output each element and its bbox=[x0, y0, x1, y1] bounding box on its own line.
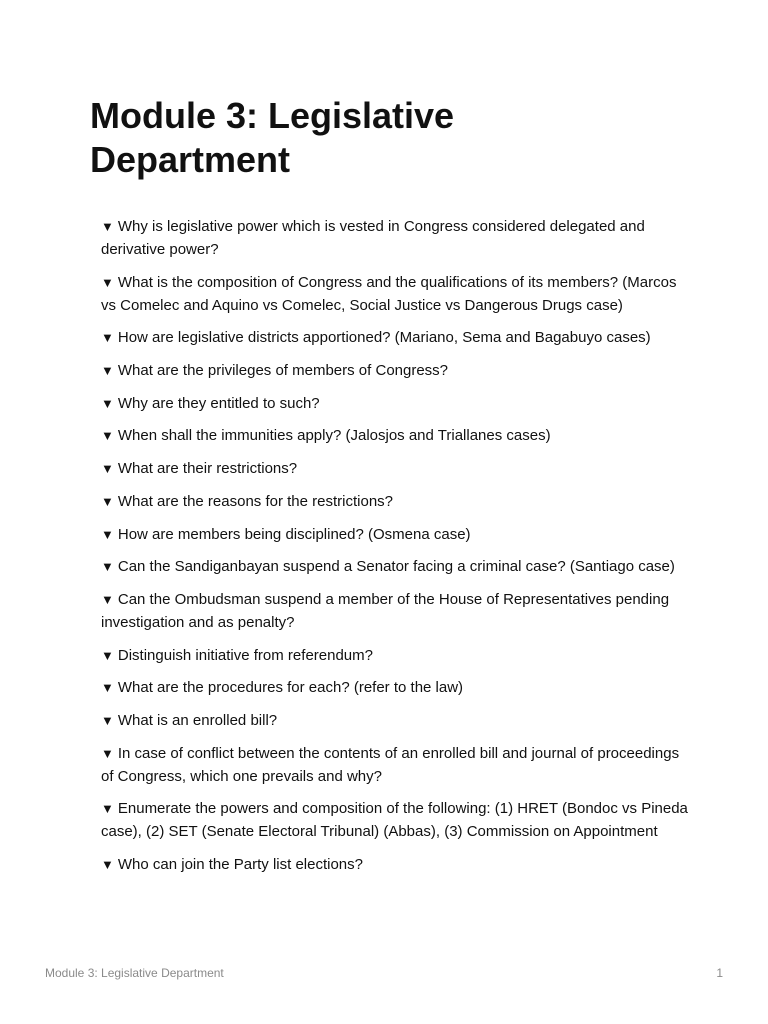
toggle-item[interactable] bbox=[101, 271, 691, 317]
toggle-item[interactable] bbox=[101, 709, 691, 732]
toggle-arrow-icon[interactable]: ▼ bbox=[101, 680, 114, 696]
toggle-item[interactable] bbox=[101, 588, 691, 634]
toggle-arrow-icon[interactable]: ▼ bbox=[101, 330, 114, 346]
toggle-arrow-icon[interactable]: ▼ bbox=[101, 219, 114, 234]
toggle-arrow-icon[interactable]: ▼ bbox=[101, 857, 114, 872]
toggle-arrow-icon[interactable]: ▼ bbox=[101, 428, 114, 444]
toggle-item-text: Distinguish initiative from referendum? bbox=[117, 646, 373, 664]
toggle-arrow-icon[interactable]: ▼ bbox=[101, 395, 114, 411]
toggle-arrow-icon[interactable]: ▼ bbox=[101, 274, 114, 290]
toggle-item-text: Why are they entitled to such? bbox=[117, 394, 320, 412]
toggle-item-text: What are the privileges of members of Congress? bbox=[117, 362, 449, 380]
toggle-item-text: Can the Ombudsman suspend a member of the House of Representatives pending investigation and as penalty? bbox=[101, 590, 670, 631]
toggle-arrow-icon[interactable]: ▼ bbox=[101, 461, 114, 477]
toggle-item-text: How are members being disciplined? (Osmena case) bbox=[117, 525, 471, 543]
toggle-arrow-icon[interactable]: ▼ bbox=[101, 493, 114, 509]
toggle-item-text: Why is legislative power which is vested in Congress considered delegated and derivative power? bbox=[101, 218, 645, 258]
page-title: Module 3: Legislative Department bbox=[90, 95, 455, 180]
toggle-item[interactable] bbox=[101, 644, 691, 667]
toggle-item-text: What is an enrolled bill? bbox=[117, 711, 278, 729]
toggle-item[interactable] bbox=[101, 326, 691, 349]
toggle-item-text: What are the reasons for the restrictions? bbox=[117, 492, 394, 510]
toggle-item-text: What are their restrictions? bbox=[117, 460, 298, 478]
toggle-arrow-icon[interactable]: ▼ bbox=[101, 712, 114, 728]
toggle-item[interactable] bbox=[101, 457, 691, 480]
toggle-item-text: Can the Sandiganbayan suspend a Senator facing a criminal case? (Santiago case) bbox=[117, 558, 675, 576]
page-number: 1 bbox=[716, 966, 723, 980]
toggle-item[interactable] bbox=[101, 490, 691, 513]
toggle-item[interactable] bbox=[101, 215, 691, 261]
toggle-item[interactable] bbox=[101, 523, 691, 546]
toggle-item[interactable] bbox=[101, 797, 691, 843]
toggle-arrow-icon[interactable]: ▼ bbox=[101, 559, 114, 575]
toggle-item[interactable] bbox=[101, 853, 691, 876]
toggle-arrow-icon[interactable]: ▼ bbox=[101, 647, 114, 663]
toggle-item[interactable] bbox=[101, 424, 691, 447]
toggle-arrow-icon[interactable]: ▼ bbox=[101, 591, 114, 607]
toggle-item[interactable] bbox=[101, 392, 691, 415]
toggle-item[interactable] bbox=[101, 742, 691, 788]
toggle-item-text: What is the composition of Congress and the qualifications of its members? (Marcos vs Comelec and Aquino vs Comelec, Social Justice vs Dangerous Drugs case) bbox=[101, 273, 677, 314]
toggle-list bbox=[101, 215, 691, 886]
toggle-item-text: What are the procedures for each? (refer to the law) bbox=[117, 679, 464, 697]
toggle-item-text: In case of conflict between the contents of an enrolled bill and journal of proceedings of Congress, which one prevails and why? bbox=[101, 744, 680, 785]
footer-title: Module 3: Legislative Department bbox=[45, 966, 224, 980]
toggle-item-text: How are legislative districts apportioned? (Mariano, Sema and Bagabuyo cases) bbox=[117, 329, 651, 347]
toggle-item-text: Enumerate the powers and composition of the following: (1) HRET (Bondoc vs Pineda case), (2) SET (Senate Electoral Tribunal) (Abbas), (3) Commission on Appointment bbox=[101, 800, 688, 841]
toggle-arrow-icon[interactable]: ▼ bbox=[101, 801, 114, 817]
toggle-arrow-icon[interactable]: ▼ bbox=[101, 526, 114, 542]
toggle-arrow-icon[interactable]: ▼ bbox=[101, 363, 114, 379]
toggle-item[interactable] bbox=[101, 676, 691, 699]
toggle-item[interactable] bbox=[101, 555, 691, 578]
toggle-item-text: When shall the immunities apply? (Jalosjos and Triallanes cases) bbox=[117, 427, 551, 445]
toggle-arrow-icon[interactable]: ▼ bbox=[101, 745, 114, 761]
toggle-item[interactable] bbox=[101, 359, 691, 382]
toggle-item-text: Who can join the Party list elections? bbox=[117, 856, 363, 873]
